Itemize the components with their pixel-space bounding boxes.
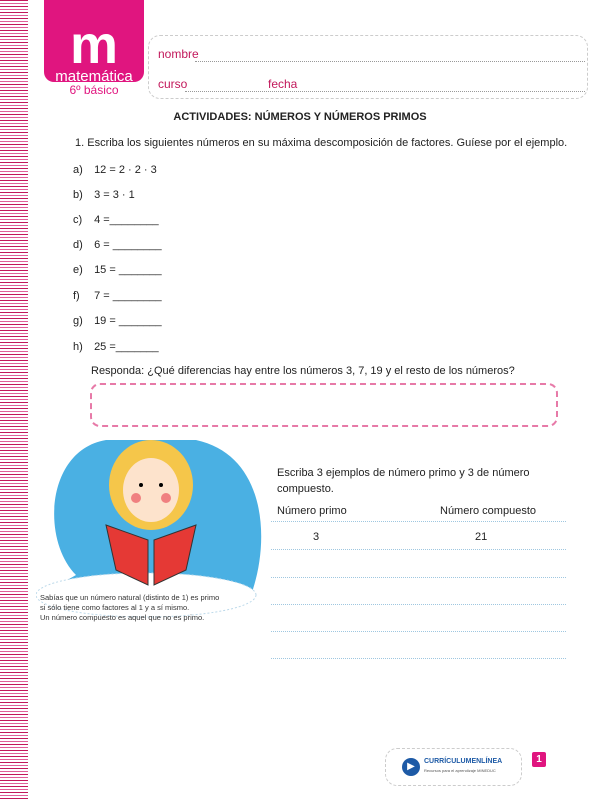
play-logo-icon: ▶ [402, 758, 420, 776]
footer-brand [385, 748, 522, 786]
table-row[interactable] [271, 657, 566, 659]
exercise-item [73, 164, 157, 176]
table-row[interactable] [271, 548, 566, 550]
composite-example: 21 [475, 531, 488, 543]
item-letter: c) [73, 214, 83, 226]
table-row[interactable] [271, 630, 566, 632]
instruction: 1. Escriba los siguientes números en su máxima descomposición de factores. Guíese por el ejemplo. [75, 137, 568, 149]
table-row[interactable] [271, 603, 566, 605]
exercise-item [73, 341, 159, 353]
item-letter: b) [73, 189, 83, 201]
item-text: 3 = 3 · 1 [94, 189, 135, 201]
item-text: 4 =________ [94, 214, 159, 226]
item-letter: g) [73, 315, 83, 327]
item-letter: a) [73, 164, 83, 176]
item-text: 6 = ________ [94, 239, 162, 251]
subject-logo [44, 0, 144, 85]
exercise-item [73, 290, 162, 302]
student-info-box [148, 35, 588, 99]
name-field[interactable] [195, 61, 585, 62]
exercise-item [73, 189, 135, 201]
table-divider [271, 520, 566, 522]
item-letter: e) [73, 264, 83, 276]
prime-fact-note [40, 593, 219, 623]
page-title: ACTIVIDADES: NÚMEROS Y NÚMEROS PRIMOS [173, 111, 427, 123]
page-number: 1 [532, 752, 546, 767]
exercise-item [73, 315, 162, 327]
item-text: 7 = ________ [94, 290, 162, 302]
fact-line: Un número compuesto es aquel que no es primo. [40, 613, 205, 622]
course-date-field[interactable] [185, 91, 585, 92]
item-text: 15 = _______ [94, 264, 162, 276]
name-label: nombre [158, 47, 199, 61]
date-label: fecha [268, 77, 298, 91]
column-header-prime: Número primo [277, 505, 347, 517]
examples-prompt: Escriba 3 ejemplos de número primo y 3 de número compuesto. [277, 467, 530, 495]
exercise-item [73, 239, 162, 251]
table-row[interactable] [271, 576, 566, 578]
exercise-item [73, 214, 159, 226]
item-letter: f) [73, 290, 80, 302]
column-header-composite: Número compuesto [440, 505, 536, 517]
prime-example: 3 [313, 531, 320, 543]
item-text: 12 = 2 · 2 · 3 [94, 164, 157, 176]
item-text: 25 =_______ [94, 341, 159, 353]
grade-label: 6º básico [69, 83, 119, 97]
item-text: 19 = _______ [94, 315, 162, 327]
item-letter: h) [73, 341, 83, 353]
question: Responda: ¿Qué diferencias hay entre los números 3, 7, 19 y el resto de los números? [91, 365, 515, 377]
exercise-item [73, 264, 162, 276]
fact-line: si sólo tiene como factores al 1 y a sí mismo. [40, 603, 190, 612]
course-label: curso [158, 77, 188, 91]
brand-tagline: Recursos para el aprendizaje MINEDUC [424, 768, 496, 773]
answer-box[interactable] [90, 383, 558, 427]
brand-name: CURRÍCULUMENLÍNEA [424, 758, 503, 765]
item-letter: d) [73, 239, 83, 251]
logo-letter: m [69, 15, 118, 75]
logo-subject: matemática [55, 68, 133, 85]
fact-line: Sabías que un número natural (distinto de 1) es primo [40, 593, 220, 602]
